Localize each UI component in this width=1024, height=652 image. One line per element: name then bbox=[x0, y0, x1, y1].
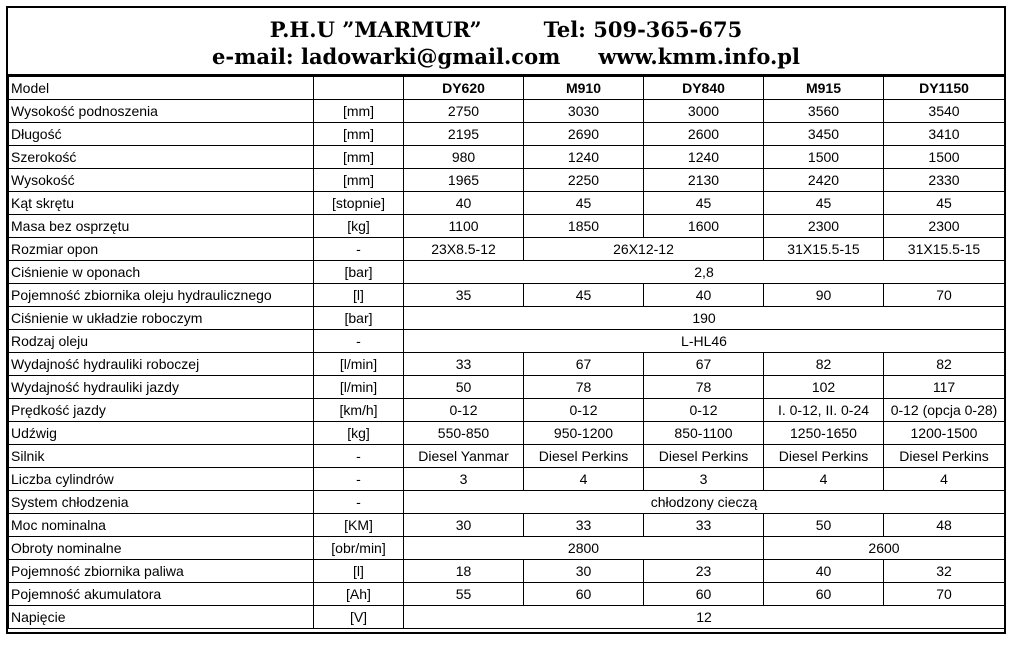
spec-unit: [V] bbox=[314, 606, 404, 629]
spec-label: Długość bbox=[9, 123, 314, 146]
table-row bbox=[9, 123, 1005, 146]
spec-value: 3540 bbox=[884, 100, 1005, 123]
email-address: e-mail: ladowarki@gmail.com bbox=[212, 44, 561, 69]
spec-value: 4 bbox=[764, 468, 884, 491]
spec-value: Diesel Perkins bbox=[764, 445, 884, 468]
spec-value: 1200-1500 bbox=[884, 422, 1005, 445]
spec-value: 33 bbox=[524, 514, 644, 537]
spec-value: 30 bbox=[404, 514, 524, 537]
spec-value: 67 bbox=[644, 353, 764, 376]
spec-value: 23X8.5-12 bbox=[404, 238, 524, 261]
spec-value: 3410 bbox=[884, 123, 1005, 146]
table-row bbox=[9, 537, 1005, 560]
spec-label: Pojemność akumulatora bbox=[9, 583, 314, 606]
spec-label: Wydajność hydrauliki jazdy bbox=[9, 376, 314, 399]
model-header: DY620 bbox=[404, 77, 524, 100]
spec-value: 90 bbox=[764, 284, 884, 307]
spec-value: 190 bbox=[404, 307, 1005, 330]
model-header: DY840 bbox=[644, 77, 764, 100]
spec-unit: [l] bbox=[314, 560, 404, 583]
spec-unit: - bbox=[314, 491, 404, 514]
spec-value: 3 bbox=[644, 468, 764, 491]
spec-value: 2600 bbox=[764, 537, 1005, 560]
spec-label: Masa bez osprzętu bbox=[9, 215, 314, 238]
spec-label: Obroty nominalne bbox=[9, 537, 314, 560]
spec-value: 60 bbox=[644, 583, 764, 606]
spec-value: 40 bbox=[644, 284, 764, 307]
spec-value: 2300 bbox=[884, 215, 1005, 238]
spec-label: Ciśnienie w układzie roboczym bbox=[9, 307, 314, 330]
table-row bbox=[9, 307, 1005, 330]
spec-value: 32 bbox=[884, 560, 1005, 583]
spec-value: I. 0-12, II. 0-24 bbox=[764, 399, 884, 422]
spec-value: 2,8 bbox=[404, 261, 1005, 284]
spec-value: 30 bbox=[524, 560, 644, 583]
spec-value: 2600 bbox=[644, 123, 764, 146]
spec-value: 26X12-12 bbox=[524, 238, 764, 261]
model-header: M910 bbox=[524, 77, 644, 100]
spec-unit: [stopnie] bbox=[314, 192, 404, 215]
spec-unit: [mm] bbox=[314, 146, 404, 169]
spec-value: 23 bbox=[644, 560, 764, 583]
spec-sheet bbox=[6, 6, 1006, 634]
spec-value: 45 bbox=[764, 192, 884, 215]
spec-value: Diesel Yanmar bbox=[404, 445, 524, 468]
table-row bbox=[9, 192, 1005, 215]
spec-value: 40 bbox=[404, 192, 524, 215]
spec-value: 1250-1650 bbox=[764, 422, 884, 445]
spec-unit: [bar] bbox=[314, 261, 404, 284]
spec-value: 40 bbox=[764, 560, 884, 583]
spec-value: 35 bbox=[404, 284, 524, 307]
table-row bbox=[9, 376, 1005, 399]
spec-label: Wysokość bbox=[9, 169, 314, 192]
spec-value: 33 bbox=[644, 514, 764, 537]
header bbox=[8, 8, 1004, 76]
spec-value: 82 bbox=[884, 353, 1005, 376]
spec-label: Napięcie bbox=[9, 606, 314, 629]
spec-value: 850-1100 bbox=[644, 422, 764, 445]
spec-value: 1600 bbox=[644, 215, 764, 238]
spec-unit: [l] bbox=[314, 284, 404, 307]
spec-value: 0-12 bbox=[644, 399, 764, 422]
spec-unit: [mm] bbox=[314, 100, 404, 123]
header-line-2 bbox=[8, 43, 1004, 70]
spec-unit: [l/min] bbox=[314, 353, 404, 376]
spec-value: 550-850 bbox=[404, 422, 524, 445]
spec-label: Ciśnienie w oponach bbox=[9, 261, 314, 284]
spec-value: 2690 bbox=[524, 123, 644, 146]
spec-label: Szerokość bbox=[9, 146, 314, 169]
spec-value: 60 bbox=[764, 583, 884, 606]
spec-value: 3450 bbox=[764, 123, 884, 146]
spec-label: Pojemność zbiornika paliwa bbox=[9, 560, 314, 583]
table-row bbox=[9, 399, 1005, 422]
spec-value: 102 bbox=[764, 376, 884, 399]
model-header: M915 bbox=[764, 77, 884, 100]
spec-label: Moc nominalna bbox=[9, 514, 314, 537]
table-row bbox=[9, 284, 1005, 307]
spec-value: 4 bbox=[524, 468, 644, 491]
table-row bbox=[9, 238, 1005, 261]
table-row bbox=[9, 606, 1005, 629]
model-label: Model bbox=[9, 77, 314, 100]
spec-unit: [kg] bbox=[314, 215, 404, 238]
spec-value: 45 bbox=[524, 284, 644, 307]
spec-value: 2750 bbox=[404, 100, 524, 123]
spec-value: 1100 bbox=[404, 215, 524, 238]
spec-value: 70 bbox=[884, 284, 1005, 307]
spec-value: 67 bbox=[524, 353, 644, 376]
table-row bbox=[9, 491, 1005, 514]
table-row bbox=[9, 215, 1005, 238]
spec-value: 12 bbox=[404, 606, 1005, 629]
table-row bbox=[9, 169, 1005, 192]
spec-unit: - bbox=[314, 445, 404, 468]
spec-value: 50 bbox=[404, 376, 524, 399]
spec-value: 980 bbox=[404, 146, 524, 169]
table-row bbox=[9, 514, 1005, 537]
spec-value: 4 bbox=[884, 468, 1005, 491]
table-row bbox=[9, 468, 1005, 491]
header-line-1 bbox=[8, 16, 1004, 43]
spec-value: 3000 bbox=[644, 100, 764, 123]
spec-value: Diesel Perkins bbox=[644, 445, 764, 468]
website-address: www.kmm.info.pl bbox=[598, 44, 800, 69]
specification-table bbox=[8, 76, 1005, 629]
spec-unit: [bar] bbox=[314, 307, 404, 330]
table-row bbox=[9, 422, 1005, 445]
unit-header-cell bbox=[314, 77, 404, 100]
spec-label: Pojemność zbiornika oleju hydraulicznego bbox=[9, 284, 314, 307]
spec-value: 3030 bbox=[524, 100, 644, 123]
spec-value: 82 bbox=[764, 353, 884, 376]
spec-value: 0-12 bbox=[524, 399, 644, 422]
spec-value: 78 bbox=[644, 376, 764, 399]
spec-value: chłodzony cieczą bbox=[404, 491, 1005, 514]
spec-value: 31X15.5-15 bbox=[884, 238, 1005, 261]
spec-value: 3 bbox=[404, 468, 524, 491]
spec-value: 1500 bbox=[884, 146, 1005, 169]
spec-label: Kąt skrętu bbox=[9, 192, 314, 215]
spec-value: 1850 bbox=[524, 215, 644, 238]
spec-unit: [obr/min] bbox=[314, 537, 404, 560]
spec-label: Rodzaj oleju bbox=[9, 330, 314, 353]
table-row bbox=[9, 146, 1005, 169]
table-row bbox=[9, 583, 1005, 606]
spec-value: 1240 bbox=[644, 146, 764, 169]
spec-value: 3560 bbox=[764, 100, 884, 123]
spec-value: Diesel Perkins bbox=[524, 445, 644, 468]
spec-value: 50 bbox=[764, 514, 884, 537]
spec-unit: [kg] bbox=[314, 422, 404, 445]
spec-label: Wysokość podnoszenia bbox=[9, 100, 314, 123]
spec-unit: [KM] bbox=[314, 514, 404, 537]
spec-value: 0-12 bbox=[404, 399, 524, 422]
spec-value: 950-1200 bbox=[524, 422, 644, 445]
spec-label: Liczba cylindrów bbox=[9, 468, 314, 491]
spec-value: 48 bbox=[884, 514, 1005, 537]
spec-value: 2130 bbox=[644, 169, 764, 192]
table-header-row bbox=[9, 77, 1005, 100]
spec-value: 2420 bbox=[764, 169, 884, 192]
spec-value: L-HL46 bbox=[404, 330, 1005, 353]
spec-unit: [mm] bbox=[314, 123, 404, 146]
spec-value: 45 bbox=[884, 192, 1005, 215]
table-row bbox=[9, 261, 1005, 284]
company-name: P.H.U ”MARMUR” bbox=[269, 17, 482, 42]
spec-unit: - bbox=[314, 238, 404, 261]
spec-unit: [mm] bbox=[314, 169, 404, 192]
spec-unit: - bbox=[314, 468, 404, 491]
spec-value: 70 bbox=[884, 583, 1005, 606]
spec-value: 33 bbox=[404, 353, 524, 376]
spec-value: 117 bbox=[884, 376, 1005, 399]
spec-value: 31X15.5-15 bbox=[764, 238, 884, 261]
spec-value: 45 bbox=[524, 192, 644, 215]
table-row bbox=[9, 100, 1005, 123]
spec-value: 2330 bbox=[884, 169, 1005, 192]
spec-value: 0-12 (opcja 0-28) bbox=[884, 399, 1005, 422]
spec-value: 1965 bbox=[404, 169, 524, 192]
spec-value: 2250 bbox=[524, 169, 644, 192]
table-row bbox=[9, 353, 1005, 376]
spec-unit: - bbox=[314, 330, 404, 353]
spec-value: 18 bbox=[404, 560, 524, 583]
spec-value: 55 bbox=[404, 583, 524, 606]
table-row bbox=[9, 445, 1005, 468]
spec-value: 2300 bbox=[764, 215, 884, 238]
spec-label: Silnik bbox=[9, 445, 314, 468]
spec-value: 1500 bbox=[764, 146, 884, 169]
spec-value: Diesel Perkins bbox=[884, 445, 1005, 468]
spec-label: Wydajność hydrauliki roboczej bbox=[9, 353, 314, 376]
spec-unit: [Ah] bbox=[314, 583, 404, 606]
spec-label: Udźwig bbox=[9, 422, 314, 445]
spec-value: 60 bbox=[524, 583, 644, 606]
spec-value: 45 bbox=[644, 192, 764, 215]
spec-value: 1240 bbox=[524, 146, 644, 169]
spec-value: 2800 bbox=[404, 537, 764, 560]
spec-label: Prędkość jazdy bbox=[9, 399, 314, 422]
spec-label: System chłodzenia bbox=[9, 491, 314, 514]
table-row bbox=[9, 560, 1005, 583]
spec-unit: [l/min] bbox=[314, 376, 404, 399]
table-row bbox=[9, 330, 1005, 353]
spec-unit: [km/h] bbox=[314, 399, 404, 422]
phone-number: Tel: 509-365-675 bbox=[543, 17, 743, 42]
spec-value: 2195 bbox=[404, 123, 524, 146]
model-header: DY1150 bbox=[884, 77, 1005, 100]
spec-value: 78 bbox=[524, 376, 644, 399]
spec-label: Rozmiar opon bbox=[9, 238, 314, 261]
